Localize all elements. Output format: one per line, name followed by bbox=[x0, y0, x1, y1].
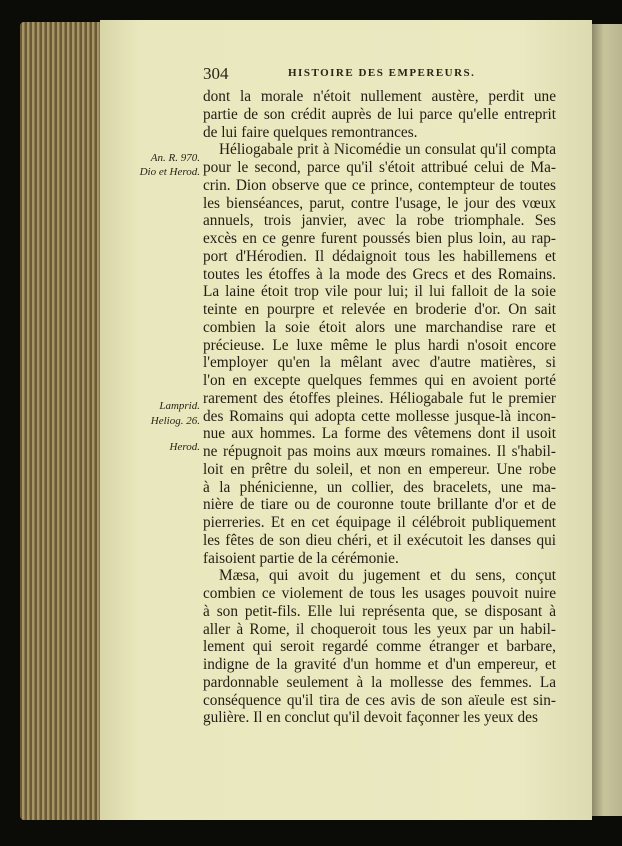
running-title: HISTOIRE DES EMPEREURS. bbox=[288, 67, 476, 79]
text-line: rarement des étoffes pleines. Héliogabale fut le premier bbox=[203, 389, 556, 407]
page-number: 304 bbox=[203, 64, 229, 83]
text-line: lement qui seroit regardé comme étranger et barbare, bbox=[203, 638, 556, 656]
text-line: gulière. Il en conclut qu'il devoit façonner les yeux des bbox=[203, 709, 538, 727]
text-line: combien la soie étoit alors une marchandise rare et bbox=[203, 318, 556, 336]
text-line: l'employer qu'en la mêlant avec d'autre matières, si bbox=[203, 354, 556, 372]
text-line: teinte en pourpre et relevée en broderie d'or. On sait bbox=[203, 301, 556, 318]
margin-note: Herod. bbox=[169, 441, 200, 453]
margin-note: An. R. 970. bbox=[150, 152, 200, 164]
text-line: Mæsa, qui avoit du jugement et du sens, conçut bbox=[219, 567, 556, 585]
text-line: les bienséances, parut, contre l'usage, le jour des vœux bbox=[203, 194, 556, 212]
text-line: des Romains qui adopta cette mollesse jusque-là incon- bbox=[203, 407, 556, 425]
text-line: conséquence qu'il tira de ces avis de son aïeule est sin- bbox=[203, 691, 556, 709]
text-line: ne répugnoit pas moins aux mœurs romaines. Il s'habil- bbox=[203, 443, 556, 460]
text-line: loit en prêtre du soleil, et non en empereur. Une robe bbox=[203, 460, 556, 478]
text-line: annuels, trois janvier, avec la robe triomphale. Ses bbox=[203, 212, 556, 230]
text-line: dont la morale n'étoit nullement austère, perdit une bbox=[203, 88, 556, 105]
text-line: à la phénicienne, un collier, des bracelets, une ma- bbox=[203, 478, 556, 496]
text-line: indigne de la gravité d'un homme et d'un empereur, et bbox=[203, 656, 556, 673]
body-text bbox=[203, 88, 556, 727]
text-line: nue aux hommes. La forme des vêtemens dont il usoit bbox=[203, 425, 556, 443]
text-line: précieuse. Le luxe même le plus hardi n'osoit encore bbox=[203, 336, 556, 354]
text-line: aller à Rome, il choqueroit tous les yeux par un habil- bbox=[203, 620, 556, 638]
text-line: à son petit-fils. Elle lui représenta que, se disposant à bbox=[203, 602, 556, 620]
running-header bbox=[203, 64, 555, 84]
text-line: de lui faire quelques remontrances. bbox=[203, 123, 418, 141]
text-line: Héliogabale prit à Nicomédie un consulat qu'il compta bbox=[219, 141, 556, 159]
text-line: pierreries. Et en cet équipage il célébroit publiquement bbox=[203, 514, 556, 531]
margin-note: Dio et Herod. bbox=[139, 166, 200, 178]
facing-page-edge bbox=[592, 24, 622, 816]
text-line: combien ce violement de tous les usages pouvoit nuire bbox=[203, 585, 556, 602]
margin-note: Lamprid. bbox=[159, 400, 200, 412]
text-line: nière de tiare ou de couronne toute brillante d'or et de bbox=[203, 496, 556, 514]
text-line: les fêtes de son dieu chéri, et il exécutoit les danses qui bbox=[203, 531, 556, 549]
text-line: pour le second, parce qu'il s'étoit attribué celui de Ma- bbox=[203, 159, 556, 176]
text-line: partie de son crédit auprès de lui parce qu'elle entreprit bbox=[203, 105, 556, 123]
text-line: toutes les étoffes à la mode des Grecs et des Romains. bbox=[203, 265, 556, 283]
text-line: faisoient partie de la cérémonie. bbox=[203, 549, 399, 567]
text-line: pardonnable seulement à la mollesse des femmes. La bbox=[203, 673, 556, 691]
text-line: crin. Dion observe que ce prince, contempteur de toutes bbox=[203, 176, 556, 194]
text-line: l'on en excepte quelques femmes qui en avoient porté bbox=[203, 372, 556, 389]
text-line: excès en ce genre furent poussés bien plus loin, au rap- bbox=[203, 230, 556, 247]
text-line: La laine étoit trop vile pour lui; il lui falloit de la soie bbox=[203, 283, 556, 301]
page-edges bbox=[20, 22, 104, 820]
text-line: port d'Hérodien. Il dédaignoit tous les habillemens et bbox=[203, 247, 556, 265]
margin-note: Heliog. 26. bbox=[150, 415, 200, 427]
